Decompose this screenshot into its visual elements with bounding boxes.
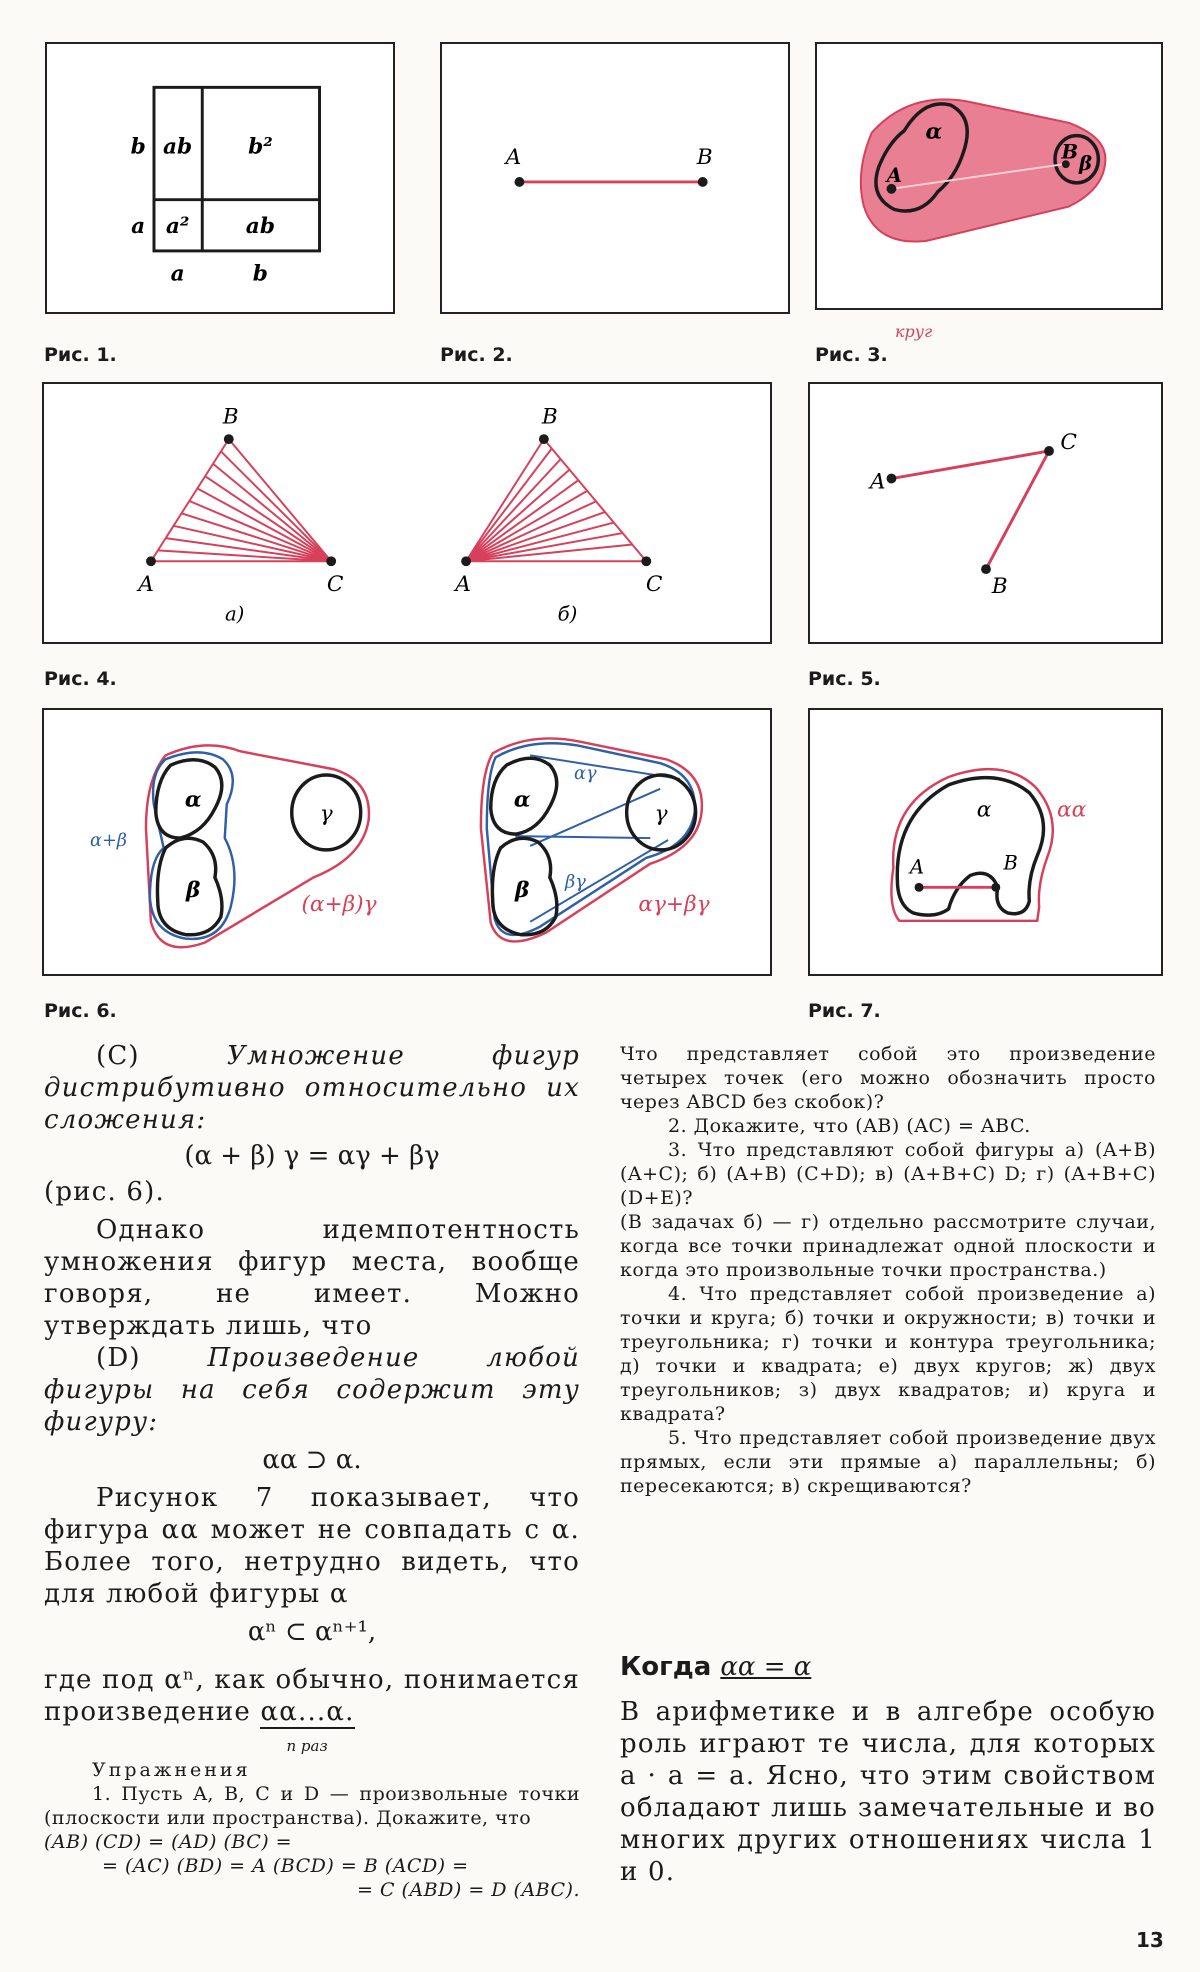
figure-6-diagram bbox=[44, 710, 770, 974]
paragraph-power bbox=[44, 1664, 580, 1755]
fig6-label-expanded: αγ+βγ bbox=[638, 891, 710, 917]
property-c-label: (C) bbox=[96, 1041, 140, 1071]
figure-4-caption: Рис. 4. bbox=[44, 668, 117, 690]
figure-7-diagram bbox=[810, 710, 1161, 974]
product-times-label: n раз bbox=[286, 1737, 328, 1755]
fig4-label-b2: B bbox=[541, 404, 558, 430]
exercise-1-formula-3: = C (ABD) = D (ABC). bbox=[357, 1879, 580, 1901]
exercise-5: 5. Что представляет собой произведение двух прямых, если эти прямые а) параллельны; б) пересекаются; в) скрещиваются? bbox=[620, 1427, 1156, 1497]
fig1-label-b-side: b bbox=[130, 134, 146, 160]
distributive-formula: (α + β) γ = αγ + βγ bbox=[184, 1141, 440, 1171]
figure-2-caption: Рис. 2. bbox=[440, 344, 513, 366]
product-text: αα...α. bbox=[260, 1697, 355, 1727]
exercises-title: Упражнения bbox=[92, 1759, 251, 1781]
exercise-1-formula-1: (AB) (CD) = (AD) (BC) = bbox=[44, 1831, 293, 1853]
figure-5-panel bbox=[808, 382, 1163, 644]
exercise-1-formula-2: = (AC) (BD) = A (BCD) = B (ACD) = bbox=[102, 1855, 469, 1877]
fig7-label-alpha-alpha: αα bbox=[1057, 797, 1087, 823]
figure-3-panel bbox=[815, 42, 1163, 310]
figure-3-handwritten-note: круг bbox=[895, 322, 933, 341]
paragraph-idempotence: Однако идемпотентность умножения фигур места, вообще говоря, не имеет. Можно утверждать лишь, что bbox=[44, 1215, 580, 1341]
figure-6-reference: (рис. 6). bbox=[44, 1177, 165, 1207]
figure-6-panel bbox=[42, 708, 772, 976]
fig4-sublabel-a: a) bbox=[224, 602, 245, 626]
fig7-label-a: A bbox=[909, 855, 925, 879]
fig6-label-alpha-gamma: αγ bbox=[574, 763, 597, 784]
paragraph-power-text: где под αⁿ, как обычно, понимается произведение bbox=[44, 1665, 580, 1727]
fig4-label-c1: C bbox=[326, 571, 344, 597]
fig5-label-a: A bbox=[869, 469, 886, 495]
section-heading-formula: αα = α bbox=[720, 1652, 812, 1682]
property-c-text: Умножение фигур дистрибутивно относительно их сложения: bbox=[44, 1041, 580, 1135]
fig6-label-alpha-1: α bbox=[184, 787, 202, 813]
fig5-label-b: B bbox=[991, 573, 1008, 599]
fig4-label-c2: C bbox=[645, 571, 663, 597]
fig3-label-alpha: α bbox=[925, 119, 943, 145]
right-column bbox=[620, 1042, 1156, 1498]
fig6-label-beta-1: β bbox=[186, 878, 201, 904]
fig1-label-ab-top: ab bbox=[163, 134, 193, 160]
section-paragraph: В арифметике и в алгебре особую роль играют те числа, для которых a · a = a. Ясно, что этим свойством обладают лишь замечательные и во многих других отношениях числа 1 и 0. bbox=[620, 1697, 1156, 1887]
fig1-label-b-bottom: b bbox=[252, 261, 268, 287]
fig6-label-alpha-2: α bbox=[513, 787, 531, 813]
exercise-4: 4. Что представляет собой произведение а) точки и круга; б) точки и окружности; в) точки и треугольника; г) точки и контура треугольника; д) точки и квадрата; е) двух кругов; ж) двух треугольников; з) двух квадратов; и) круга и квадрата? bbox=[620, 1283, 1156, 1425]
figure-5-caption: Рис. 5. bbox=[808, 668, 881, 690]
exercise-3: 3. Что представляют собой фигуры а) (A+B) (A+C); б) (A+B) (C+D); в) (A+B+C) D; г) (A+B+C) (D+E)? bbox=[620, 1139, 1156, 1209]
figure-6-caption: Рис. 6. bbox=[44, 1000, 117, 1022]
property-d bbox=[44, 1342, 580, 1438]
fig6-label-beta-2: β bbox=[515, 878, 530, 904]
property-d-text: Произведение любой фигуры на себя содержит эту фигуру: bbox=[44, 1343, 580, 1437]
fig3-label-a: A bbox=[886, 163, 903, 187]
fig5-label-c: C bbox=[1060, 429, 1077, 455]
fig1-label-ab-bottom: ab bbox=[245, 214, 275, 240]
fig6-label-gamma-2: γ bbox=[654, 801, 668, 827]
fig6-label-sum-gamma: (α+β)γ bbox=[301, 891, 377, 917]
property-d-label: (D) bbox=[96, 1343, 141, 1373]
figure-4-diagram bbox=[44, 384, 770, 642]
fig1-label-b2: b² bbox=[248, 134, 273, 160]
figure-7-panel bbox=[808, 708, 1163, 976]
figure-4-panel bbox=[42, 382, 772, 644]
exercise-1-question: Что представляет собой это произведение четырех точек (его можно обозначить просто через ABCD без скобок)? bbox=[620, 1043, 1156, 1113]
fig6-label-gamma-1: γ bbox=[319, 801, 333, 827]
figure-2-diagram bbox=[442, 44, 788, 312]
fig4-sublabel-b: б) bbox=[557, 602, 578, 626]
fig7-label-b: B bbox=[1003, 851, 1018, 875]
exercise-3-note: (В задачах б) — г) отдельно рассмотрите случаи, когда все точки принадлежат одной плоскости и когда это произвольные точки пространства.) bbox=[620, 1211, 1156, 1281]
containment-formula: αα ⊃ α. bbox=[262, 1445, 362, 1475]
fig4-label-a2: A bbox=[455, 571, 471, 597]
fig2-label-b: B bbox=[696, 145, 713, 171]
left-column bbox=[44, 1040, 580, 1902]
paragraph-figure-7: Рисунок 7 показывает, что фигура αα может не совпадать с α. Более того, нетрудно видеть, что для любой фигуры α bbox=[44, 1483, 580, 1609]
property-c bbox=[44, 1040, 580, 1136]
fig3-label-beta: β bbox=[1078, 152, 1093, 176]
fig1-label-a2: a² bbox=[165, 214, 190, 240]
fig2-label-a: A bbox=[505, 145, 522, 171]
fig1-label-a-side: a bbox=[131, 214, 146, 240]
fig3-label-b: B bbox=[1061, 140, 1079, 164]
figure-1-caption: Рис. 1. bbox=[44, 344, 117, 366]
fig4-label-a1: A bbox=[138, 571, 154, 597]
page-number: 13 bbox=[1136, 1928, 1164, 1952]
section-heading bbox=[620, 1652, 811, 1682]
fig1-label-a-bottom: a bbox=[170, 261, 185, 287]
figure-5-diagram bbox=[810, 384, 1161, 642]
section-heading-word: Когда bbox=[620, 1652, 712, 1682]
figure-1-diagram bbox=[47, 44, 393, 312]
figure-7-caption: Рис. 7. bbox=[808, 1000, 881, 1022]
figure-3-diagram bbox=[817, 44, 1161, 308]
figure-1-panel bbox=[45, 42, 395, 314]
figure-2-panel bbox=[440, 42, 790, 314]
fig6-label-beta-gamma: βγ bbox=[565, 872, 586, 893]
power-formula: αⁿ ⊂ αⁿ⁺¹, bbox=[247, 1617, 377, 1647]
fig7-label-alpha: α bbox=[976, 797, 992, 823]
product-underbrace bbox=[260, 1696, 355, 1755]
fig6-label-sum: α+β bbox=[89, 830, 128, 851]
exercise-2: 2. Докажите, что (AB) (AC) = ABC. bbox=[668, 1115, 1031, 1137]
exercise-1: 1. Пусть A, B, C и D — произвольные точки (плоскости или пространства). Докажите, что bbox=[44, 1783, 580, 1829]
fig4-label-b1: B bbox=[222, 404, 239, 430]
figure-3-caption: Рис. 3. bbox=[815, 344, 888, 366]
